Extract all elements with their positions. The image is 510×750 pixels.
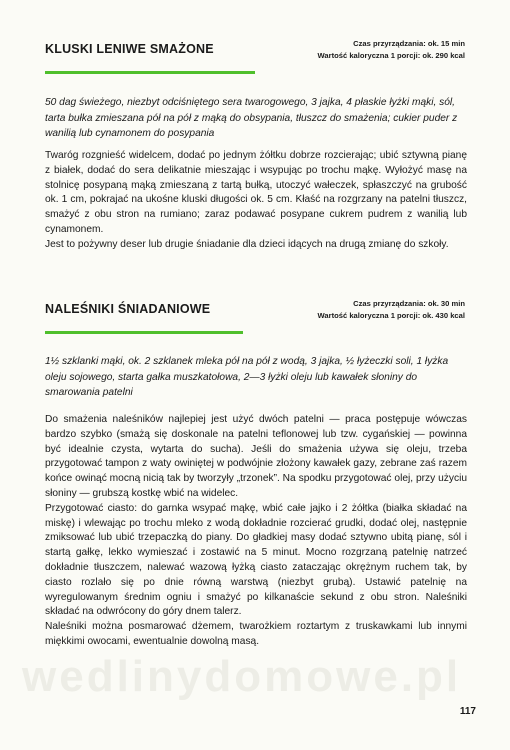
- calories: Wartość kaloryczna 1 porcji: ok. 430 kcal: [317, 311, 465, 320]
- method: [45, 149, 467, 253]
- method-paragraph: Do smażenia naleśników najlepiej jest użyć dwóch patelni — praca postępuje wówczas bardzo szybko (smażą się doskonale na patelni teflonowej lub tzw. cygańskiej — powinna być idealnie czysta, wytarta do sucha). Jeśli do smażenia używa się oleju, trzeba przygotować tampon z waty owiniętej w podwójnie złożony kawałek gazy, zebrane zaś razem końce owinąć mocną nicią tak by tworzyły „trzonek”. Na spodku przygotować olej, przy użyciu słoniny — grubszą kostkę wbić na widelec.: [45, 414, 467, 499]
- recipe-header: [45, 38, 465, 74]
- page-number: 117: [459, 706, 476, 717]
- recipe-header: [45, 298, 465, 334]
- prep-time: Czas przyrządzania: ok. 15 min: [353, 39, 465, 48]
- recipe-meta: [318, 298, 465, 322]
- green-rule: [45, 71, 255, 74]
- recipe-title: NALEŚNIKI ŚNIADANIOWE: [45, 302, 211, 316]
- method-paragraph: Jest to pożywny deser lub drugie śniadanie dla dzieci idących na drugą zmianę do szkoły.: [45, 238, 449, 250]
- method: [45, 413, 467, 650]
- green-rule: [45, 331, 243, 334]
- prep-time: Czas przyrządzania: ok. 30 min: [353, 299, 465, 308]
- method-paragraph: Przygotować ciasto: do garnka wsypać mąkę, wbić całe jajko i 2 żółtka (białka składać na miskę) i wlewając po trochu mleko z wodą dokładnie rozcierać grudki, dodać olej, następnie zmiksować lub ubić trzepaczką do piany. Do gładkiej masy dodać sztywno ubitą pianę, sól i startą gałkę, lekko wymieszać i zostawić na 5 minut. Mocno rozgrzaną patelnię natrzeć dokładnie tłuszczem, nalewać wazową łyżką ciasto zataczając okrężnym ruchem tak, by ciasto rozlało się po dnie równą warstwą (niezbyt grubą). Ustawić patelnię na wyregulowanym średnim ogniu i smażyć po kilkanaście sekund z obu stron. Naleśniki składać na odwrócony do góry dnem talerz.: [45, 502, 467, 618]
- method-paragraph: Naleśniki można posmarować dżemem, twarożkiem roztartym z truskawkami lub innymi miękkimi owocami, ewentualnie dowolną masą.: [45, 621, 467, 647]
- method-paragraph: Twaróg rozgnieść widelcem, dodać po jednym żółtku dobrze rozcierając; ubić sztywną pianę z białek, dodać do sera delikatnie mieszając i wsypując po trochu mąkę. Wyłożyć masę na stolnicę posypaną mąką zmieszaną z tartą bułką, utoczyć wałeczek, spłaszczyć na grubość ok. 1 cm, pokrajać na ukośne kluski długości ok. 5 cm. Kłaść na rozgrzany na patelni tłuszcz, smażyć z obu stron na rumiano; zaraz podawać posypane cukrem pudrem z wanilią lub cynamonem.: [45, 150, 467, 235]
- recipe-meta: [318, 38, 465, 62]
- ingredients: 50 dag świeżego, niezbyt odciśniętego sera twarogowego, 3 jajka, 4 płaskie łyżki mąki, sól, tarta bułka zmieszana pół na pół z mąką do obsypania, tłuszcz do smażenia; cukier puder z wanilią lub cynamonem do posypania: [45, 97, 458, 140]
- recipe-title: KLUSKI LENIWE SMAŻONE: [45, 42, 214, 56]
- ingredients: 1½ szklanki mąki, ok. 2 szklanek mleka pół na pół z wodą, 3 jajka, ½ łyżeczki soli, 1 łyżka oleju sojowego, starta gałka muszkatołowa, 2—3 łyżki oleju lub kawałek słoniny do smarowania patelni: [45, 356, 449, 399]
- calories: Wartość kaloryczna 1 porcji: ok. 290 kcal: [317, 51, 465, 60]
- watermark: wedlinydomowe.pl: [22, 652, 462, 701]
